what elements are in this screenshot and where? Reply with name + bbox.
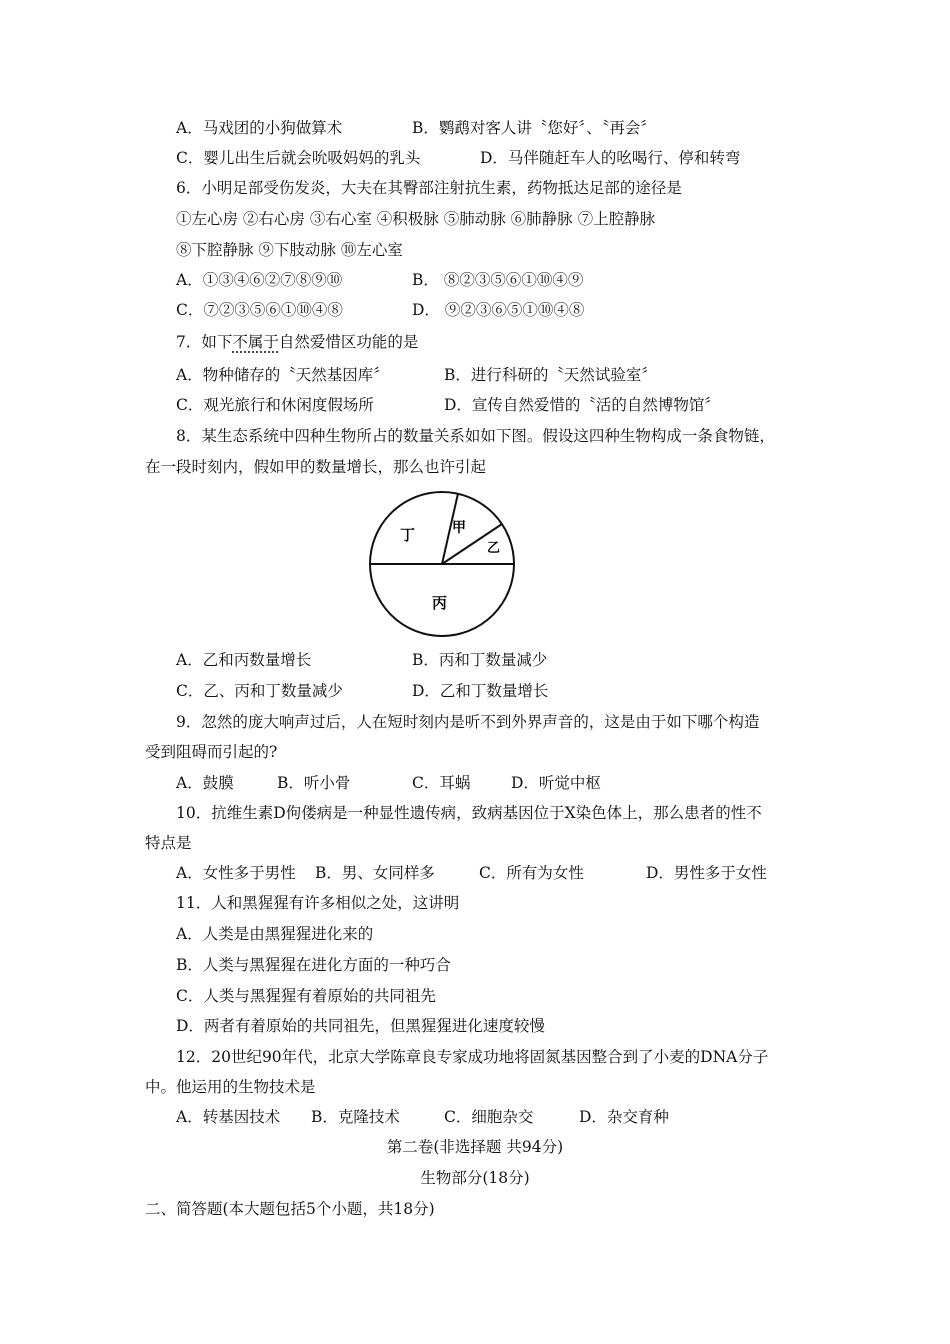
q11-option-c: C．人类与黑猩猩有着原始的共同祖先 (176, 987, 436, 1005)
q9-stem-1: 9．忽然的庞大响声过后，人在短时刻内是听不到外界声音的，这是由于如下哪个构造 (176, 713, 760, 731)
q9-option-a: A．鼓膜 (176, 774, 234, 792)
q10-option-a: A．女性多于男性 (176, 864, 296, 882)
q5-option-a: A．马戏团的小狗做算术 (176, 119, 343, 137)
q5-option-c: C．婴儿出生后就会吮吸妈妈的乳头 (176, 149, 421, 167)
q9-stem-2: 受到阻碍而引起的? (145, 743, 278, 761)
q12-option-d: D．杂交育种 (579, 1108, 669, 1126)
q6-stem: 6．小明足部受伤发炎，大夫在其臀部注射抗生素，药物抵达足部的途径是 (176, 179, 682, 197)
q10-stem-2: 特点是 (145, 834, 192, 852)
q10-option-d: D．男性多于女性 (646, 864, 767, 882)
q6-option-c: C．⑦②③⑤⑥①⑩④⑧ (176, 301, 343, 319)
q12-stem-1: 12．20世纪90年代，北京大学陈章良专家成功地将固氮基因整合到了小麦的DNA分子 (176, 1048, 769, 1066)
q7-stem (176, 332, 418, 352)
q11-option-b: B．人类与黑猩猩在进化方面的一种巧合 (176, 956, 451, 974)
q7-stem-emphasis: 不属于 (232, 333, 279, 351)
q6-list-2: ⑧下腔静脉 ⑨下肢动脉 ⑩左心室 (176, 241, 403, 259)
q5-option-b: B．鹦鹉对客人讲〝您好〞、〝再会〞 (412, 119, 656, 137)
q12-option-c: C．细胞杂交 (444, 1108, 534, 1126)
q7-option-d: D．宣传自然爱惜的〝活的自然博物馆〞 (444, 396, 720, 414)
part2-section-heading: 二、简答题(本大题包括5个小题，共18分) (145, 1200, 435, 1218)
pie-label-jia: 甲 (452, 520, 466, 536)
q6-option-d: D． ⑨②③⑥⑤①⑩④⑧ (412, 301, 585, 319)
q6-option-a: A．①③④⑥②⑦⑧⑨⑩ (176, 271, 343, 289)
q8-stem-1: 8．某生态系统中四种生物所占的数量关系如如下图。假设这四种生物构成一条食物链， (176, 427, 775, 445)
pie-label-ding: 丁 (400, 526, 416, 544)
q8-option-b: B．丙和丁数量减少 (412, 651, 548, 669)
q11-stem: 11．人和黑猩猩有许多相似之处，这讲明 (176, 894, 460, 912)
q6-list-1: ①左心房 ②右心房 ③右心室 ④积极脉 ⑤肺动脉 ⑥肺静脉 ⑦上腔静脉 (176, 210, 656, 228)
q8-stem-2: 在一段时刻内，假如甲的数量增长，那么也许引起 (145, 458, 487, 476)
part2-subtitle: 生物部分(18分) (420, 1169, 530, 1187)
pie-label-bing: 丙 (432, 594, 448, 612)
q12-option-a: A．转基因技术 (176, 1108, 281, 1126)
q5-option-d: D．马伴随赶车人的吆喝行、停和转弯 (480, 149, 741, 167)
q8-pie-diagram (366, 488, 518, 640)
q11-option-d: D．两者有着原始的共同祖先，但黑猩猩进化速度较慢 (176, 1017, 545, 1035)
q9-option-b: B．听小骨 (277, 774, 351, 792)
q8-option-d: D．乙和丁数量增长 (412, 682, 549, 700)
q12-option-b: B．克隆技术 (311, 1108, 400, 1126)
q9-option-c: C．耳蜗 (412, 774, 471, 792)
q7-stem-post: 自然爱惜区功能的是 (278, 333, 419, 351)
q7-option-c: C．观光旅行和休闲度假场所 (176, 396, 374, 414)
q10-option-b: B．男、女同样多 (315, 864, 435, 882)
q12-stem-2: 中。他运用的生物技术是 (145, 1078, 316, 1096)
q7-option-a: A．物种储存的〝天然基因库〞 (176, 366, 389, 384)
pie-label-yi: 乙 (487, 541, 501, 556)
q7-stem-pre: 7．如下 (176, 333, 233, 351)
q10-stem-1: 10．抗维生素D佝偻病是一种显性遗传病，致病基因位于X染色体上，那么患者的性不 (176, 804, 762, 822)
q7-option-b: B．进行科研的〝天然试验室〞 (444, 366, 657, 384)
q6-option-b: B． ⑧②③⑤⑥①⑩④⑨ (412, 271, 584, 289)
q8-option-a: A．乙和丙数量增长 (176, 651, 312, 669)
q9-option-d: D．听觉中枢 (511, 774, 601, 792)
part2-title: 第二卷(非选择题 共94分) (386, 1138, 564, 1156)
q11-option-a: A．人类是由黑猩猩进化来的 (176, 925, 374, 943)
q10-option-c: C．所有为女性 (479, 864, 584, 882)
q8-option-c: C．乙、丙和丁数量减少 (176, 682, 343, 700)
